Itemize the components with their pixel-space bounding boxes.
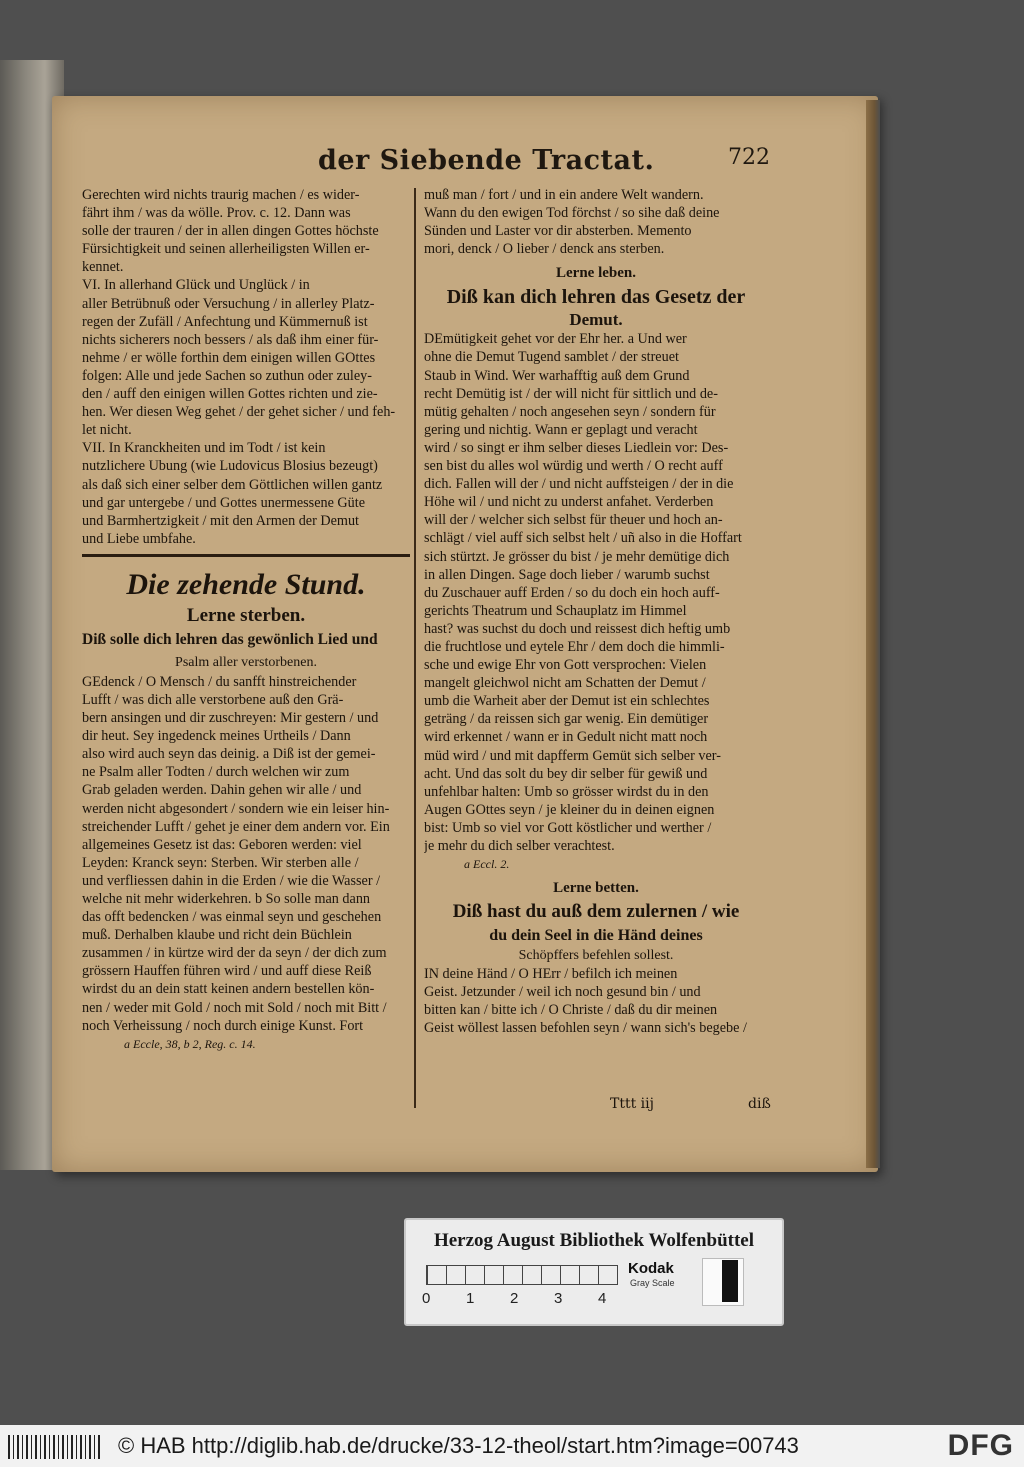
text-line: als daß sich einer selber dem Göttlichen willen gantz — [82, 476, 383, 493]
ruler-number: 1 — [466, 1290, 475, 1307]
running-title: der Siebende Tractat. — [318, 145, 655, 176]
heading-demut-2: Demut. — [569, 310, 623, 330]
text-line: wirdst du an dein statt keinen andern bestellen kön- — [82, 981, 375, 998]
page-number: 722 — [728, 145, 770, 170]
text-line: VI. In allerhand Glück und Unglück / in — [82, 277, 310, 294]
text-line: folgen: Alle und jede Sachen so zuthun oder zuley- — [82, 367, 372, 384]
section-rule — [82, 554, 410, 557]
left-footnote: a Eccle, 38, b 2, Reg. c. 14. — [124, 1036, 256, 1051]
text-line: let nicht. — [82, 422, 132, 439]
text-line: dir heut. Sey ingedenck meines Urtheils / Dann — [82, 728, 351, 745]
text-line: muß. Derhalben klaube und richt dein Büchlein — [82, 927, 352, 944]
section-heading: Diß solle dich lehren das gewönlich Lied und — [82, 630, 378, 648]
text-line: solle der trauren / der in allen dingen Gottes höchste — [82, 223, 379, 240]
left-column-top-text — [82, 186, 410, 548]
text-line: nichts sicherers noch bessers / als daß ihm einer für- — [82, 331, 379, 348]
text-line: schlägt / viel auff sich selbst helt / uñ also in die Hoffart — [424, 530, 742, 547]
barcode-icon — [8, 1435, 103, 1459]
black-swatch — [722, 1260, 738, 1302]
text-line: die fruchtlose und eytele Ehr / dem doch die himmli- — [424, 638, 725, 655]
text-line: in allen Dingen. Sage doch lieber / warumb suchst — [424, 566, 710, 583]
text-line: werden nicht abgesondert / sondern wie ein leiser hin- — [82, 800, 390, 817]
text-line: das offt bedencken / was einmal seyn und geschehen — [82, 909, 382, 926]
text-line: bern ansingen und dir zuschreyen: Mir gestern / und — [82, 710, 379, 727]
text-line: Geist wöllest lassen befohlen seyn / wann sich's begebe / — [424, 1020, 747, 1037]
section-subtitle: Lerne sterben. — [186, 604, 306, 626]
text-line: Sünden und Laster vor dir absterben. Memento — [424, 223, 692, 240]
text-line: bitten kan / bitte ich / O Christe / daß du dir meinen — [424, 1002, 718, 1019]
text-line: Augen GOttes seyn / je kleiner du in deinen eignen — [424, 801, 715, 818]
text-line: und Liebe umbfahe. — [82, 530, 196, 547]
text-line: sche und ewige Ehr von Gott versprochen: Vielen — [424, 657, 707, 674]
text-line: mütig gehalten / noch angesehen seyn / sondern für — [424, 403, 716, 420]
text-line: noch Verheissung / noch durch einige Kunst. Fort — [82, 1017, 364, 1034]
kodak-logo: Kodak — [628, 1260, 674, 1277]
text-line: dich. Fallen will der / und nicht auffsteigen / der in die — [424, 476, 734, 493]
text-line: müd wird / und mit dapfferm Gemüt sich selber ver- — [424, 747, 721, 764]
heading-demut: Diß kan dich lehren das Gesetz der — [446, 286, 746, 309]
text-line: zusammen / in kürtze wird der da seyn / der dich zum — [82, 945, 387, 962]
signature-mark: Tttt iij — [610, 1096, 654, 1112]
text-line: bist: Umb so viel vor Gott köstlicher und werther / — [424, 819, 712, 836]
heading-betten-2: du dein Seel in die Händ deines — [489, 927, 703, 945]
ruler-numbers — [422, 1290, 622, 1310]
text-line: hen. Wer diesen Weg gehet / der gehet sicher / und feh- — [82, 404, 396, 421]
right-footnote: a Eccl. 2. — [464, 857, 510, 872]
text-line: ohne die Demut Tugend samblet / der streuet — [424, 349, 679, 366]
text-line: regen der Zufäll / Anfechtung und Kümmernuß ist — [82, 313, 368, 330]
subheading-lerne-leben: Lerne leben. — [556, 265, 636, 282]
right-column-bottom-text — [424, 965, 768, 1037]
text-line: unfehlbar halten: Umb so grösser wirdst du in den — [424, 783, 709, 800]
page-edge-shadow — [866, 100, 880, 1168]
text-line: DEmütigkeit gehet vor der Ehr her. a Und wer — [424, 331, 687, 348]
right-column — [424, 186, 768, 1037]
text-line: allgemeines Gesetz ist das: Geboren werden: viel — [82, 836, 362, 853]
text-line: grössern Hauffen führen wird / und auff diese Reiß — [82, 963, 372, 980]
text-line: Fürsichtigkeit und seinen allerheiligsten Willen er- — [82, 241, 370, 258]
text-line: will der / welcher sich selbst für theuer und hoch an- — [424, 512, 723, 529]
text-line: aller Betrübnuß oder Versuchung / in allerley Platz- — [82, 295, 375, 312]
copyright-link[interactable]: © HAB http://diglib.hab.de/drucke/33-12-theol/start.htm?image=00743 — [118, 1433, 799, 1458]
text-line: IN deine Händ / O HErr / befilch ich meinen — [424, 966, 678, 983]
text-line: Wann du den ewigen Tod förchst / so sihe daß deine — [424, 205, 720, 222]
text-line: Gerechten wird nichts traurig machen / es wider- — [82, 187, 360, 203]
column-divider — [414, 188, 416, 1108]
text-line: VII. In Kranckheiten und im Todt / ist kein — [82, 440, 326, 457]
text-line: und gar untergebe / und Gottes unermessene Güte — [82, 494, 366, 511]
subheading-lerne-betten: Lerne betten. — [553, 880, 639, 897]
text-line: nen / weder mit Gold / noch mit Sold / noch mit Bitt / — [82, 999, 387, 1016]
text-line: wird / so singt er ihm selber dieses Liedlein vor: Des- — [424, 439, 729, 456]
ruler-scale — [426, 1265, 618, 1285]
text-line: du Zuschauer auff Erden / so du doch ein hoch auff- — [424, 584, 720, 601]
text-line: gerichts Theatrum und Schauplatz im Himmel — [424, 602, 687, 619]
text-line: Lufft / was dich alle verstorbene auß den Grä- — [82, 691, 344, 708]
text-line: sen bist du alles wol würdig und werth / O recht auff — [424, 458, 723, 475]
left-column — [82, 186, 410, 1053]
ruler-number: 4 — [598, 1290, 607, 1307]
text-line: fährt ihm / was da wölle. Prov. c. 12. Dann was — [82, 205, 351, 222]
text-line: den / auff den einigen willen Gottes richten und zie- — [82, 386, 378, 403]
text-line: Höhe wil / und nicht zu underst anfahet. Verderben — [424, 494, 714, 511]
heading-betten-3: Schöpffers befehlen sollest. — [518, 948, 674, 964]
text-line: GEdenck / O Mensch / du sanfft hinstreichender — [82, 673, 357, 690]
left-column-bottom-text — [82, 673, 410, 1035]
text-line: Leyden: Kranck seyn: Sterben. Wir sterben alle / — [82, 854, 359, 871]
text-line: ne Psalm aller Todten / durch welchen wir zum — [82, 764, 350, 781]
text-line: streichender Lufft / gehet je einer dem andern vor. Ein — [82, 818, 390, 835]
page-header — [300, 145, 770, 185]
text-line: wird erkennet / wann er in Gedult nicht matt noch — [424, 729, 708, 746]
text-line: kennet. — [82, 259, 124, 276]
right-column-top-text — [424, 186, 768, 258]
text-line: also wird auch seyn das deinig. a Diß ist der gemei- — [82, 746, 376, 763]
text-line: nutzlichere Ubung (wie Ludovicus Blosius bezeugt) — [82, 458, 378, 475]
ruler-number: 3 — [554, 1290, 563, 1307]
text-line: recht Demütig ist / der will nicht für sittlich und de- — [424, 385, 718, 402]
text-line: und Barmhertzigkeit / mit den Armen der Demut — [82, 512, 359, 529]
catchword: diß — [748, 1096, 771, 1112]
ruler-number: 2 — [510, 1290, 519, 1307]
text-line: acht. Und das solt du bey dir selber für gewiß und — [424, 765, 708, 782]
text-line: und verfliessen dahin in die Erden / wie die Wasser / — [82, 872, 381, 889]
section-heading-2: Psalm aller verstorbenen. — [175, 654, 317, 670]
text-line: mori, denck / O lieber / denck ans sterben. — [424, 241, 665, 258]
text-line: muß man / fort / und in ein andere Welt wandern. — [424, 187, 704, 203]
text-line: geträng / da reissen sich gar wenig. Ein demütiger — [424, 711, 709, 728]
text-line: hast? was suchst du doch und reissest dich heftig umb — [424, 620, 731, 637]
text-line: je mehr du dich selber verachtest. — [424, 838, 615, 854]
text-line: sich stürtzt. Je grösser du bist / je mehr demütige dich — [424, 548, 730, 565]
text-line: welche nit mehr widerkehren. b So solle man dann — [82, 891, 371, 907]
text-line: Staub in Wind. Wer warhafftig auß dem Grund — [424, 367, 690, 384]
library-color-card — [404, 1218, 784, 1326]
text-line: nehme / er wölle forthin dem einigen willen GOttes — [82, 349, 376, 366]
gray-scale-label: Gray Scale — [630, 1278, 675, 1288]
ruler-number: 0 — [422, 1290, 431, 1307]
text-line: mangelt gleichwol nicht am Schatten der Demut / — [424, 675, 706, 692]
text-line: gering und nichtig. Wann er geplagt und veracht — [424, 421, 698, 438]
text-line: umb die Warheit aber der Demut ist ein schlechtes — [424, 693, 710, 710]
text-line: Grab geladen werden. Dahin gehen wir alle / und — [82, 782, 362, 799]
dfg-logo: DFG — [947, 1429, 1014, 1462]
heading-betten: Diß hast du auß dem zulernen / wie — [452, 901, 740, 923]
text-line: Geist. Jetzunder / weil ich noch gesund bin / und — [424, 984, 701, 1001]
footer-bar — [0, 1425, 1024, 1467]
library-name: Herzog August Bibliothek Wolfenbüttel — [433, 1230, 755, 1251]
right-column-mid-text — [424, 330, 768, 855]
section-title: Die zehende Stund. — [126, 567, 366, 601]
